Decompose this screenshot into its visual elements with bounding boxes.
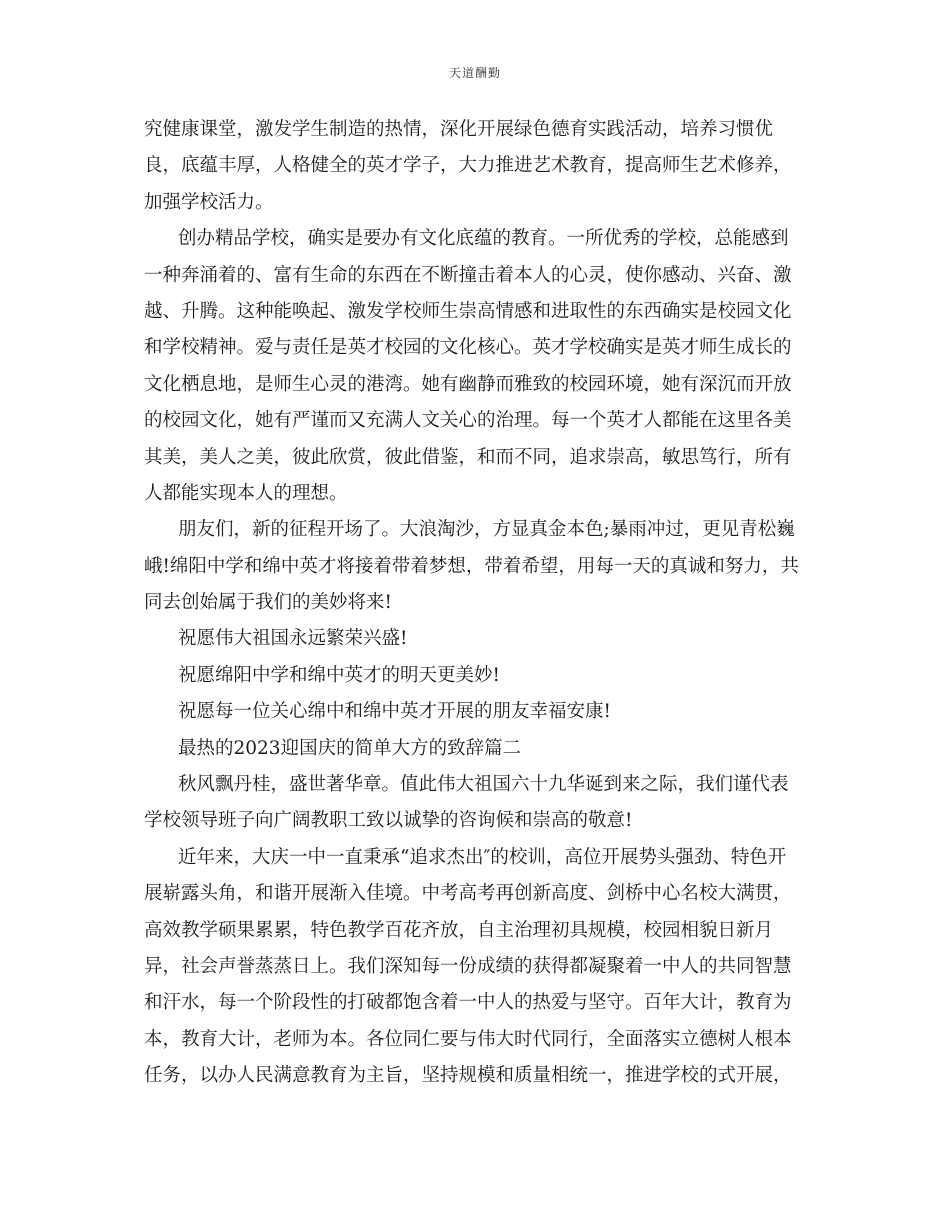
text-line: 朋友们，新的征程开场了。大浪淘沙，方显真金本色;暴雨冲过，更见青松巍 bbox=[178, 519, 795, 541]
text-line: 学校领导班子向广阔教职工致以诚挚的咨询候和崇高的敬意! bbox=[144, 810, 633, 832]
text-line: 峨!绵阳中学和绵中英才将接着带着梦想，带着希望，用每一天的真诚和努力，共 bbox=[144, 555, 799, 577]
text-line: 创办精品学校，确实是要办有文化底蕴的教育。一所优秀的学校，总能感到 bbox=[178, 228, 789, 250]
text-line: 祝愿绵阳中学和绵中英才的明天更美妙! bbox=[178, 664, 500, 686]
text-line: 任务，以办人民满意教育为主旨，坚持规模和质量相统一，推进学校的式开展， bbox=[144, 1065, 792, 1087]
text-line: 究健康课堂，激发学生制造的热情，深化开展绿色德育实践活动，培养习惯优 bbox=[144, 119, 774, 140]
text-line: 最热的2023迎国庆的简单大方的致辞篇二 bbox=[178, 737, 522, 759]
text-line: 良，底蕴丰厚，人格健全的英才学子，大力推进艺术教育，提高师生艺术修养， bbox=[144, 155, 792, 177]
text-line: 文化栖息地，是师生心灵的港湾。她有幽静而雅致的校园环境，她有深沉而开放 bbox=[144, 373, 792, 395]
text-line: 本，教育大计，老师为本。各位同仁要与伟大时代同行，全面落实立德树人根本 bbox=[144, 1028, 792, 1050]
text-line: 一种奔涌着的、富有生命的东西在不断撞击着本人的心灵，使你感动、兴奋、激 bbox=[144, 264, 792, 286]
text-line: 同去创始属于我们的美妙将来! bbox=[144, 592, 392, 614]
text-line: 祝愿伟大祖国永远繁荣兴盛! bbox=[178, 628, 408, 650]
text-line: 祝愿每一位关心绵中和绵中英才开展的朋友幸福安康! bbox=[178, 701, 611, 723]
text-line: 秋风飘丹桂，盛世著华章。值此伟大祖国六十九华诞到来之际，我们谨代表 bbox=[178, 774, 789, 796]
text-line: 其美，美人之美，彼此欣赏，彼此借鉴，和而不同，追求崇高，敏思笃行，所有 bbox=[144, 446, 792, 468]
text-line: 越、升腾。这种能唤起、激发学校师生崇高情感和进取性的东西确实是校园文化 bbox=[144, 300, 792, 322]
page-header: 天道酬勤 bbox=[448, 66, 501, 80]
text-line: 的校园文化，她有严谨而又充满人文关心的治理。每一个英才人都能在这里各美 bbox=[144, 410, 792, 432]
text-line: 人都能实现本人的理想。 bbox=[144, 482, 348, 504]
text-line: 异，社会声誉蒸蒸日上。我们深知每一份成绩的获得都凝聚着一中人的共同智慧 bbox=[144, 955, 792, 977]
text-line: 加强学校活力。 bbox=[144, 191, 274, 213]
text-line: 和学校精神。爱与责任是英才校园的文化核心。英才学校确实是英才师生成长的 bbox=[144, 337, 792, 359]
text-line: 展崭露头角，和谐开展渐入佳境。中考高考再创新高度、剑桥中心名校大满贯， bbox=[144, 883, 792, 905]
text-line: 高效教学硕果累累，特色教学百花齐放，自主治理初具规模，校园相貌日新月 bbox=[144, 919, 774, 941]
text-line: 近年来，大庆一中一直秉承“追求杰出″的校训，高位开展势头强劲、特色开 bbox=[178, 846, 787, 868]
text-line: 和汗水，每一个阶段性的打破都饱含着一中人的热爱与坚守。百年大计，教育为 bbox=[144, 992, 792, 1014]
document-body bbox=[144, 112, 810, 1095]
